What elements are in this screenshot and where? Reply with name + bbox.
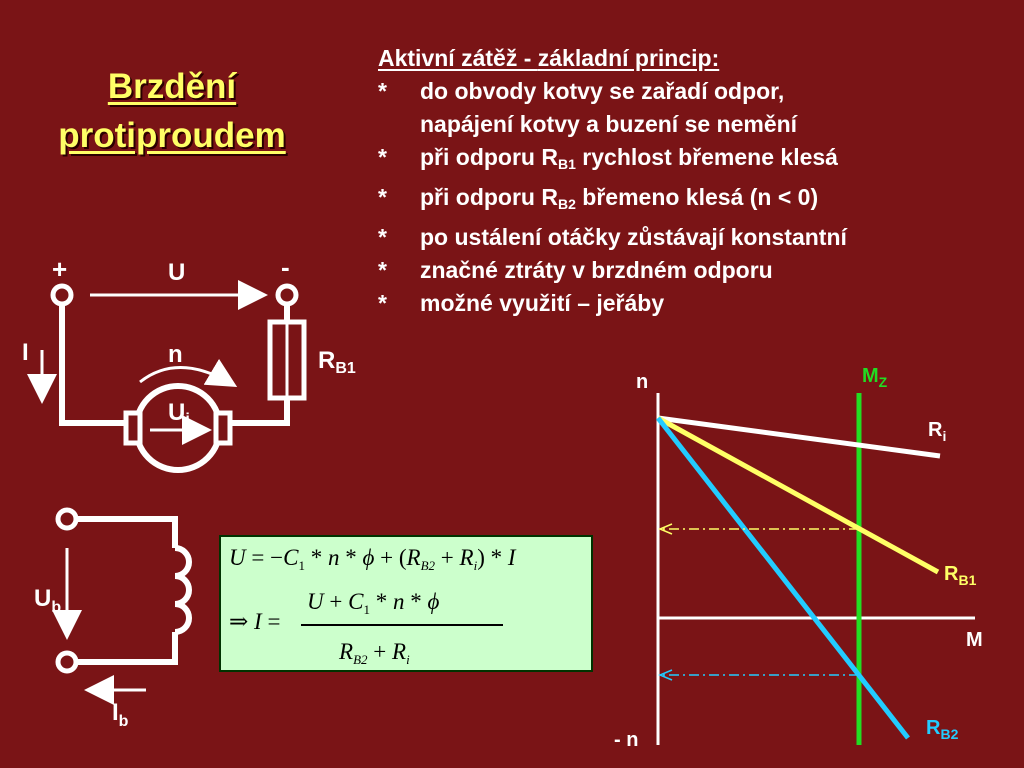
bullet-item: * do obvody kotvy se zařadí odpor, (378, 75, 1018, 108)
bullet-text: při odporu R (420, 184, 558, 210)
rb2-line (658, 418, 908, 738)
bullet-text: po ustálení otáčky zůstávají konstantní (420, 224, 847, 250)
bullet-sub: B2 (557, 196, 576, 212)
formula-line-1: $U = -C_1 * n * \phi + (R_{B2} + R_i) * I$ (229, 545, 516, 573)
voltage-label: U (168, 259, 186, 286)
resistor-label: $R_{B1}$ (318, 347, 356, 377)
brush-right (216, 413, 230, 443)
field-voltage-label: $U_b$ (34, 585, 62, 616)
speed-torque-graph (614, 365, 983, 751)
field-wire-top (76, 519, 175, 548)
wire-left (62, 304, 134, 423)
bullet-text: napájení kotvy a buzení se nemění (420, 111, 798, 137)
title-line-1: Brzdění (107, 67, 237, 106)
bullet-sub: B1 (557, 156, 576, 172)
m-axis-label: M (966, 629, 983, 651)
minus-terminal (278, 286, 296, 304)
bullet-text: možné využití – jeřáby (420, 290, 665, 316)
bullet-item: * značné ztráty v brzdném odporu (378, 254, 1018, 287)
bullet-text-after: rychlost břemene klesá (575, 144, 838, 170)
field-coil (175, 548, 189, 632)
bullet-text: do obvody kotvy se zařadí odpor, (420, 78, 785, 104)
rb1-line (658, 418, 938, 572)
title-line-2: protiproudem (58, 116, 286, 155)
field-circuit (58, 510, 189, 671)
bullet-item: * při odporu $R_{B1}$ rychlost břemene klesá (378, 144, 838, 172)
bullet-item: * možné využití – jeřáby (378, 287, 1018, 320)
field-terminal-bottom (58, 653, 76, 671)
formula-box (219, 535, 593, 672)
brush-left (126, 413, 140, 443)
rb1-label: $R_{B1}$ (944, 563, 977, 588)
ri-label: $R_i$ (928, 419, 947, 444)
neg-n-axis-label: - n (614, 729, 639, 751)
formula-numerator: $U + C_1 * n * \phi$ (307, 589, 440, 617)
heading-bold: Aktivní zátěž - (378, 45, 538, 71)
ri-line (658, 418, 940, 456)
formula-line-2-lhs: ⇒ I = (229, 609, 281, 634)
minus-label: - (281, 252, 290, 282)
field-terminal-top (58, 510, 76, 528)
mz-label: $M_Z$ (862, 365, 888, 390)
heading-rest: základní princip: (537, 45, 720, 71)
plus-terminal (53, 286, 71, 304)
field-current-label: $I_b$ (112, 699, 129, 730)
plus-label: + (52, 254, 68, 284)
rb2-label: $R_{B2}$ (926, 717, 959, 742)
current-label: I (22, 339, 29, 366)
formula-fraction-bar (301, 624, 503, 626)
formula-denominator: $R_{B2} + R_i$ (339, 639, 410, 667)
field-wire-bottom (76, 632, 175, 662)
bullet-text: při odporu R (420, 144, 558, 170)
induced-voltage-label: Ui (168, 399, 190, 428)
bullet-item: * při odporu $R_{B2}$ břemeno klesá (n < 0) (378, 184, 819, 212)
bullet-item: * po ustálení otáčky zůstávají konstantní (378, 221, 1018, 254)
speed-arrow (140, 367, 232, 384)
armature-circuit (53, 286, 304, 470)
speed-label: n (168, 341, 183, 368)
bullet-text: značné ztráty v brzdném odporu (420, 257, 773, 283)
bullet-text-after: břemeno klesá (n < 0) (575, 184, 819, 210)
n-axis-label: n (636, 371, 649, 393)
